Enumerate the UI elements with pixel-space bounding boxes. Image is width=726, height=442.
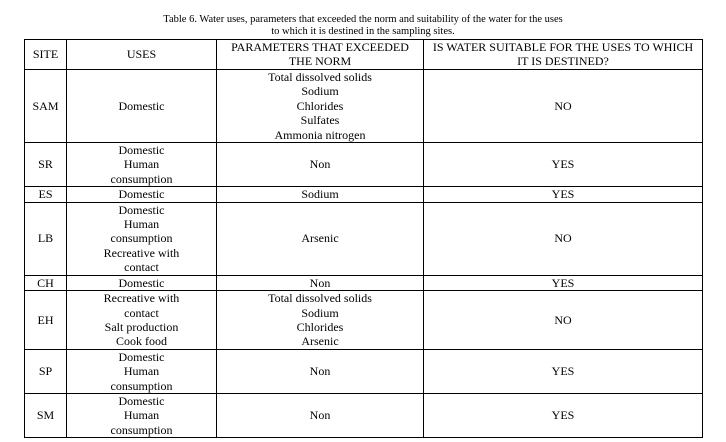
- suitability-cell: YES: [424, 275, 703, 290]
- site-cell: EH: [25, 291, 67, 350]
- uses-cell: Domestic Human consumption: [67, 143, 217, 187]
- uses-cell: Domestic: [67, 187, 217, 202]
- site-cell: SP: [25, 349, 67, 393]
- uses-cell: Domestic: [67, 275, 217, 290]
- suitability-cell: YES: [424, 187, 703, 202]
- header-row: [25, 40, 703, 70]
- site-cell: LB: [25, 202, 67, 275]
- table-row: [25, 202, 703, 275]
- site-cell: CH: [25, 275, 67, 290]
- uses-cell: Domestic Human consumption: [67, 349, 217, 393]
- water-uses-table: [24, 39, 703, 438]
- parameters-cell: Sodium: [217, 187, 424, 202]
- site-cell: SR: [25, 143, 67, 187]
- table-row: [25, 187, 703, 202]
- table-row: [25, 349, 703, 393]
- suitability-cell: NO: [424, 291, 703, 350]
- table-row: [25, 143, 703, 187]
- header-parameters: PARAMETERS THAT EXCEEDED THE NORM: [217, 40, 424, 70]
- table-row: [25, 275, 703, 290]
- uses-cell: Domestic Human consumption Recreative with contact: [67, 202, 217, 275]
- site-cell: SM: [25, 393, 67, 437]
- table-row: [25, 291, 703, 350]
- suitability-cell: NO: [424, 202, 703, 275]
- parameters-cell: Non: [217, 349, 424, 393]
- parameters-cell: Non: [217, 393, 424, 437]
- table-row: [25, 70, 703, 143]
- parameters-cell: Non: [217, 143, 424, 187]
- header-site: SITE: [25, 40, 67, 70]
- caption-line-1: Table 6. Water uses, parameters that exceeded the norm and suitability of the water for the uses: [163, 14, 563, 25]
- suitability-cell: YES: [424, 349, 703, 393]
- caption-line-2: to which it is destined in the sampling sites.: [271, 26, 455, 37]
- header-suitability: IS WATER SUITABLE FOR THE USES TO WHICH IT IS DESTINED?: [424, 40, 703, 70]
- table-caption: [0, 14, 726, 38]
- parameters-cell: Total dissolved solids Sodium Chlorides Arsenic: [217, 291, 424, 350]
- table-row: [25, 393, 703, 437]
- suitability-cell: YES: [424, 393, 703, 437]
- parameters-cell: Non: [217, 275, 424, 290]
- suitability-cell: YES: [424, 143, 703, 187]
- site-cell: SAM: [25, 70, 67, 143]
- parameters-cell: Total dissolved solids Sodium Chlorides Sulfates Ammonia nitrogen: [217, 70, 424, 143]
- header-uses: USES: [67, 40, 217, 70]
- uses-cell: Recreative with contact Salt production Cook food: [67, 291, 217, 350]
- site-cell: ES: [25, 187, 67, 202]
- parameters-cell: Arsenic: [217, 202, 424, 275]
- uses-cell: Domestic Human consumption: [67, 393, 217, 437]
- uses-cell: Domestic: [67, 70, 217, 143]
- suitability-cell: NO: [424, 70, 703, 143]
